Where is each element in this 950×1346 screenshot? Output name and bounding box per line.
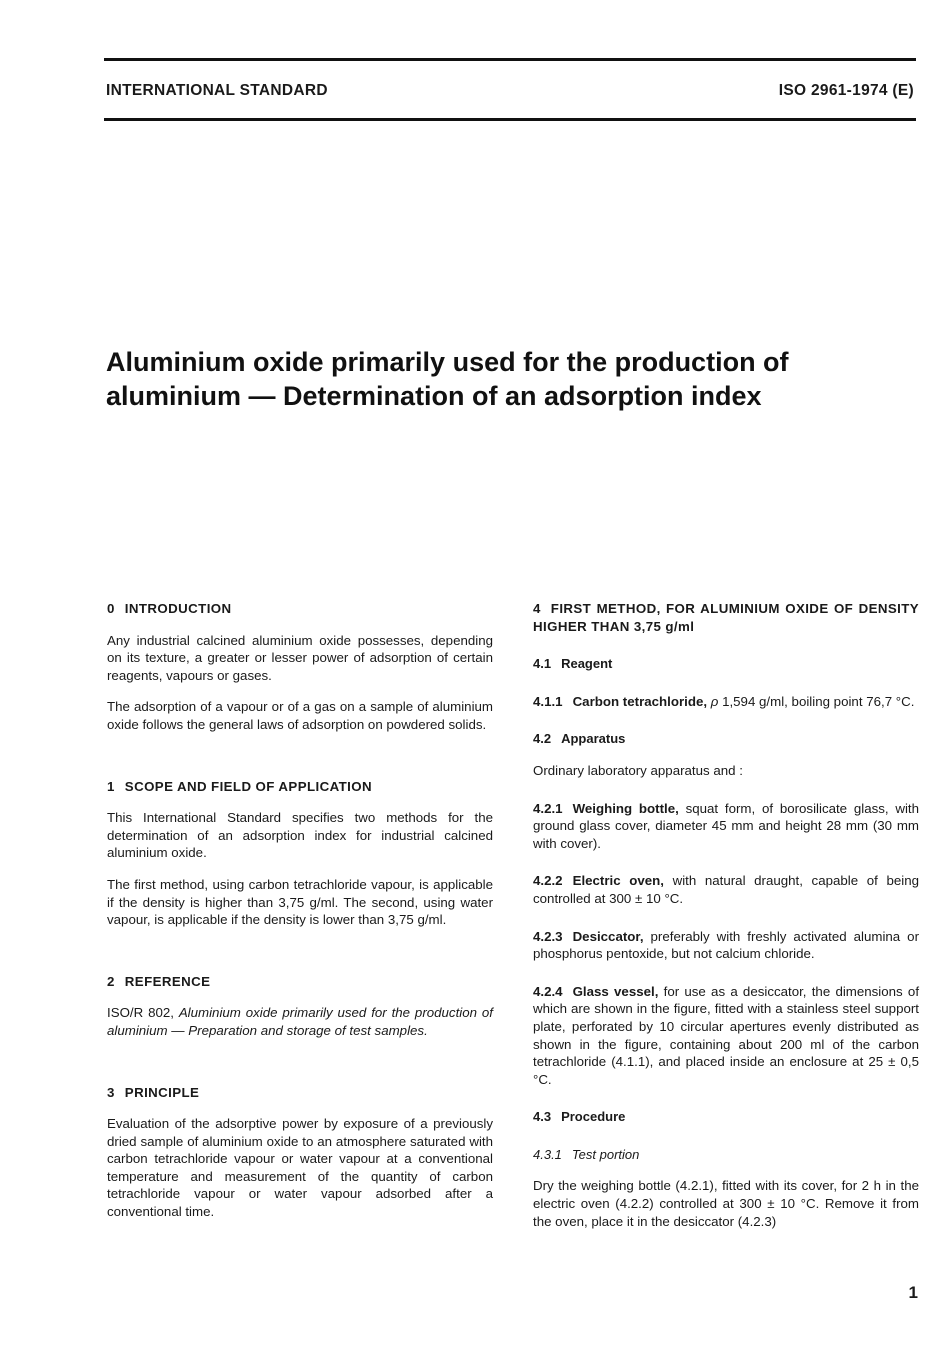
scope-paragraph-1: This International Standard specifies two methods for the determination of an adsorption index for industrial calcined aluminium oxide. bbox=[107, 810, 493, 861]
document-title bbox=[106, 345, 906, 413]
section-1-heading: 1 SCOPE AND FIELD OF APPLICATION bbox=[107, 778, 372, 794]
header-bottom-rule bbox=[104, 118, 916, 121]
section-4-heading: 4 FIRST METHOD, FOR ALUMINIUM OXIDE OF DENSITY HIGHER THAN 3,75 g/ml bbox=[533, 601, 919, 634]
intro-paragraph-1: Any industrial calcined aluminium oxide possesses, depending on its texture, a greater or lesser power of adsorption of certain reagents, vapours or gases. bbox=[107, 632, 493, 683]
title-line-1: Aluminium oxide primarily used for the production of bbox=[106, 347, 789, 377]
principle-paragraph: Evaluation of the adsorptive power by exposure of a previously dried sample of aluminium oxide to an atmosphere saturated with carbon tetrachloride vapour or water vapour at a conventional temperature and measurement of the quantity of carbon tetrachloride vapour or water vapour adsorbed after a conventional time. bbox=[107, 1116, 493, 1220]
section-4-3-heading: 4.3 Procedure bbox=[533, 1109, 626, 1125]
reference-paragraph: ISO/R 802, Aluminium oxide primarily used for the production of aluminium — Preparation and storage of test samples. bbox=[107, 1005, 493, 1038]
header-left: INTERNATIONAL STANDARD bbox=[106, 82, 328, 99]
left-column bbox=[107, 600, 493, 1235]
right-column bbox=[533, 600, 919, 1244]
apparatus-intro: Ordinary laboratory apparatus and : bbox=[533, 762, 743, 778]
item-4-2-2: 4.2.2 Electric oven, with natural draught, capable of being controlled at 300 ± 10 °C. bbox=[533, 873, 920, 906]
header-top-rule bbox=[104, 58, 916, 61]
section-4-3-1-heading: 4.3.1 Test portion bbox=[533, 1146, 640, 1162]
title-line-2: aluminium — Determination of an adsorption index bbox=[106, 381, 762, 411]
item-4-2-3: 4.2.3 Desiccator, preferably with freshly activated alumina or phosphorus pentoxide, but not calcium chloride. bbox=[533, 928, 919, 962]
intro-paragraph-2: The adsorption of a vapour or of a gas on a sample of aluminium oxide follows the general laws of adsorption on powdered solids. bbox=[107, 699, 493, 732]
scope-paragraph-2: The first method, using carbon tetrachloride vapour, is applicable if the density is higher than 3,75 g/ml. The second, using water vapour, is applicable if the density is lower than 3,75 g/ml. bbox=[107, 876, 493, 928]
section-3-heading: 3 PRINCIPLE bbox=[107, 1084, 200, 1100]
test-portion-paragraph: Dry the weighing bottle (4.2.1), fitted with its cover, for 2 h in the electric oven (4.2.2) controlled at 300 ± 10 °C. Remove it from the oven, place it in the desiccator (4.2.3) bbox=[533, 1178, 919, 1229]
section-2-heading: 2 REFERENCE bbox=[107, 973, 211, 989]
section-0-heading: 0 INTRODUCTION bbox=[107, 601, 232, 616]
item-4-1-1: 4.1.1 Carbon tetrachloride, ρ 1,594 g/ml, boiling point 76,7 °C. bbox=[533, 693, 915, 709]
item-4-2-4: 4.2.4 Glass vessel, for use as a desiccator, the dimensions of which are shown in the figure, fitted with a stainless steel support plate, perforated by 10 circular apertures evenly distributed as shown in the figure, containing about 200 ml of the carbon tetrachloride (4.1.1), and placed inside an enclosure at 25 ± 0,5 °C. bbox=[533, 983, 920, 1087]
section-4-1-heading: 4.1 Reagent bbox=[533, 656, 613, 672]
page-number: 1 bbox=[908, 1283, 918, 1302]
header-right: ISO 2961-1974 (E) bbox=[778, 82, 914, 99]
item-4-2-1: 4.2.1 Weighing bottle, squat form, of borosilicate glass, with ground glass cover, diameter 45 mm and height 28 mm (30 mm with cover). bbox=[533, 800, 919, 851]
section-4-2-heading: 4.2 Apparatus bbox=[533, 731, 626, 747]
